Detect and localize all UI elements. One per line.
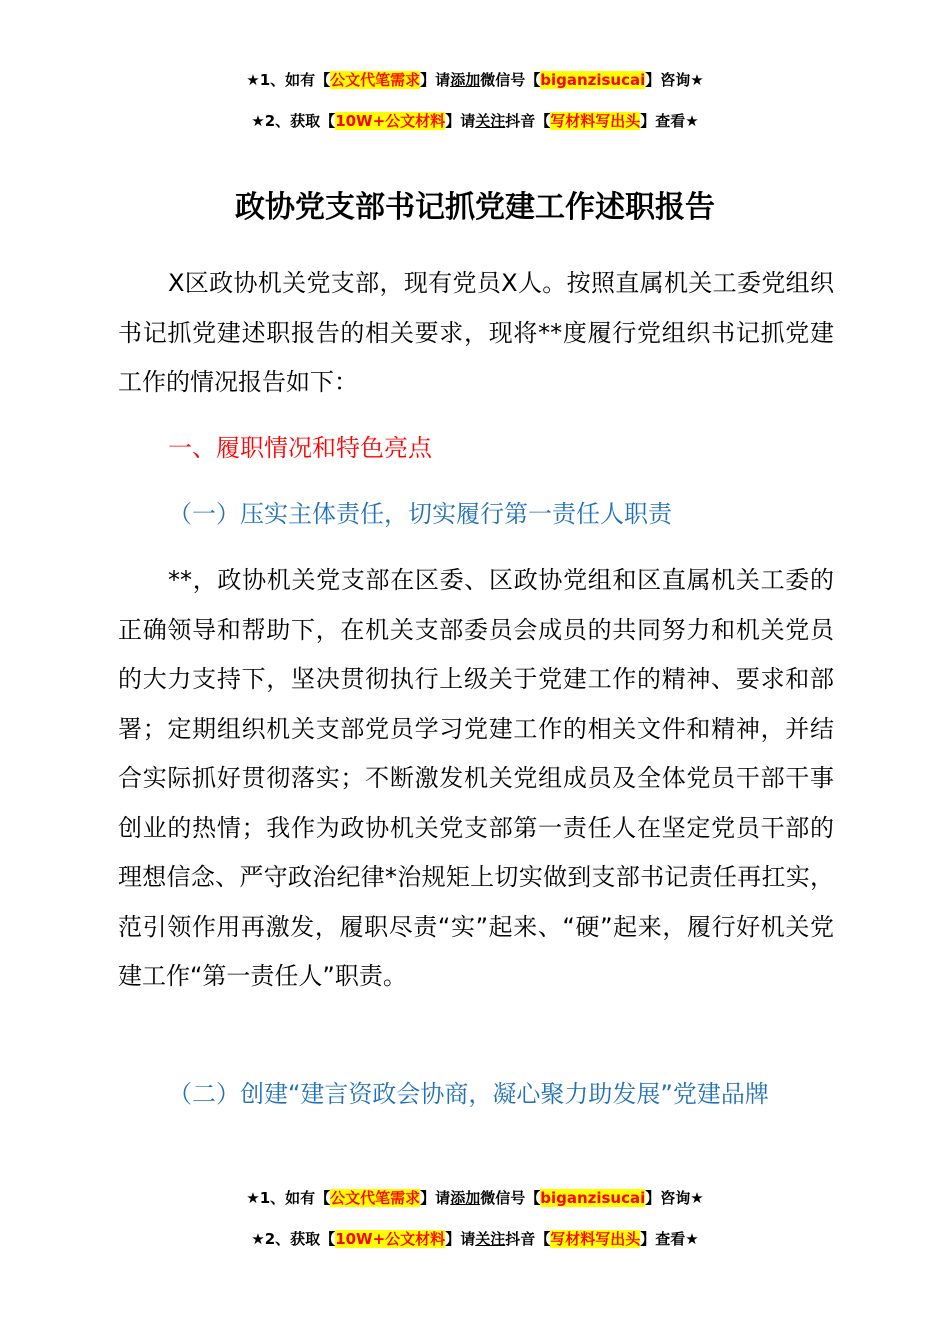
banner-highlight: 写材料写出头 bbox=[550, 1230, 641, 1248]
banner-highlight: biganzisucai bbox=[540, 1189, 646, 1207]
banner-text: 】请 bbox=[420, 71, 451, 89]
banner-text: 】请 bbox=[445, 112, 476, 130]
subsection-heading-1: （一）压实主体责任，切实履行第一责任人职责 bbox=[168, 500, 672, 528]
subsection-heading-2: （二）创建“建言资政会协商，凝心聚力助发展”党建品牌 bbox=[168, 1080, 769, 1108]
section-heading-1: 一、履职情况和特色亮点 bbox=[168, 434, 432, 462]
banner-text: 抖音【 bbox=[505, 1230, 551, 1248]
banner-text: 抖音【 bbox=[505, 112, 551, 130]
banner-text: 】请 bbox=[420, 1189, 451, 1207]
banner-highlight: 10W+公文材料 bbox=[335, 112, 446, 130]
banner-highlight: 10W+公文材料 bbox=[335, 1230, 446, 1248]
banner-text: ★2、获取【 bbox=[251, 112, 336, 130]
document-title: 政协党支部书记抓党建工作述职报告 bbox=[235, 190, 715, 225]
banner-text: 微信号【 bbox=[480, 1189, 541, 1207]
intro-paragraph: X区政协机关党支部，现有党员X人。按照直属机关工委党组织书记抓党建述职报告的相关要求，现将**度履行党组织书记抓党建工作的情况报告如下： bbox=[118, 269, 834, 396]
banner-highlight: 写材料写出头 bbox=[550, 112, 641, 130]
banner-highlight: 公文代笔需求 bbox=[330, 71, 421, 89]
banner-text: 】查看★ bbox=[640, 112, 699, 130]
banner-text: 】咨询★ bbox=[645, 1189, 704, 1207]
banner-text: 】咨询★ bbox=[645, 71, 704, 89]
banner-text: ★1、如有【 bbox=[246, 1189, 331, 1207]
bottom-banner-line-2 bbox=[0, 1227, 950, 1251]
banner-underline: 关注 bbox=[475, 112, 506, 130]
top-banner-line-2 bbox=[0, 109, 950, 133]
banner-text: 】请 bbox=[445, 1230, 476, 1248]
banner-text: 微信号【 bbox=[480, 71, 541, 89]
bottom-banner-line-1 bbox=[0, 1186, 950, 1210]
banner-highlight: biganzisucai bbox=[540, 71, 646, 89]
banner-underline: 添加 bbox=[450, 1189, 481, 1207]
banner-text: 】查看★ bbox=[640, 1230, 699, 1248]
top-banner-line-1 bbox=[0, 68, 950, 92]
banner-text: ★2、获取【 bbox=[251, 1230, 336, 1248]
banner-highlight: 公文代笔需求 bbox=[330, 1189, 421, 1207]
subsection-1-body: **，政协机关党支部在区委、区政协党组和区直属机关工委的正确领导和帮助下，在机关支部委员会成员的共同努力和机关党员的大力支持下，坚决贯彻执行上级关于党建工作的精神、要求和部署；定期组织机关支部党员学习党建工作的相关文件和精神，并结合实际抓好贯彻落实；不断激发机关党组成员及全体党员干部干事创业的热情；我作为政协机关党支部第一责任人在坚定党员干部的理想信念、严守政治纪律*治规矩上切实做到支部书记责任再扛实，范引领作用再激发，履职尽责“实”起来、“硬”起来，履行好机关党建工作“第一责任人”职责。 bbox=[118, 566, 834, 990]
banner-underline: 关注 bbox=[475, 1230, 506, 1248]
banner-text: ★1、如有【 bbox=[246, 71, 331, 89]
banner-underline: 添加 bbox=[450, 71, 481, 89]
